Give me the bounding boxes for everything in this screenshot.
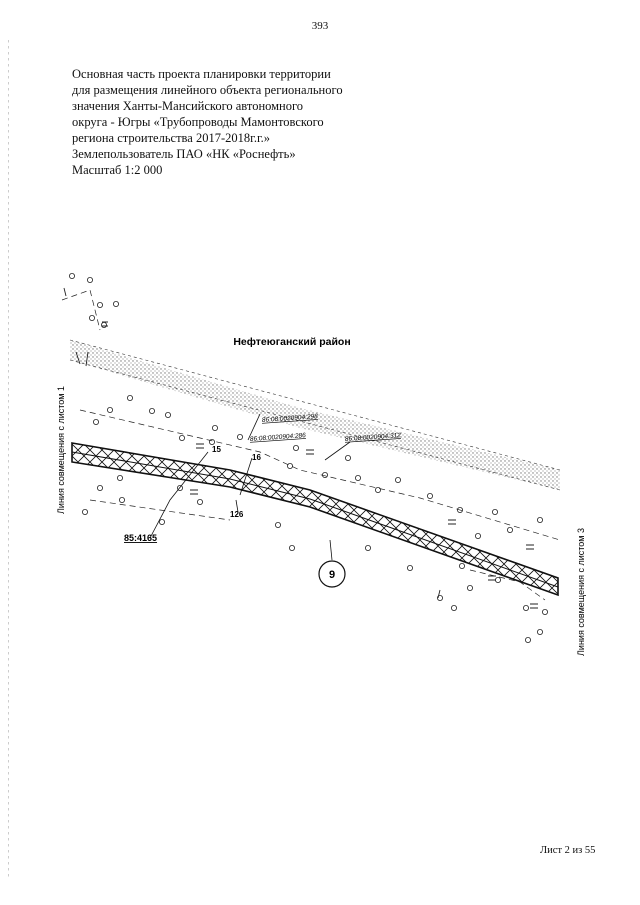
cadastral-label-1: 86:08:0020904:298 bbox=[261, 413, 319, 424]
label-16: 16 bbox=[252, 453, 261, 462]
title-line-5: региона строительства 2017-2018г.г.» bbox=[72, 131, 271, 145]
title-line-2: для размещения линейного объекта регионального bbox=[72, 83, 343, 97]
page-number: 393 bbox=[311, 20, 329, 32]
label-126: 126 bbox=[230, 510, 244, 519]
sheet-number: Лист 2 из 55 bbox=[540, 845, 596, 856]
title-line-1: Основная часть проекта планировки территории bbox=[72, 67, 331, 81]
callout-number: 9 bbox=[328, 569, 336, 581]
left-match-line: Линия совмещения с листом 1 bbox=[56, 386, 66, 514]
title-line-6: Землепользователь ПАО «НК «Роснефть» bbox=[72, 147, 296, 161]
cadastral-label-3: 86:08:0020904:312 bbox=[344, 432, 402, 443]
label-parcel: 85:4165 bbox=[124, 533, 158, 543]
label-15: 15 bbox=[212, 445, 221, 454]
cadastral-label-2: 86:08:0020904:286 bbox=[249, 432, 307, 443]
title-line-3: значения Ханты-Мансийского автономного bbox=[72, 99, 304, 113]
right-match-line: Линия совмещения с листом 3 bbox=[576, 528, 586, 656]
district-label: Нефтеюганский район bbox=[233, 336, 351, 348]
title-line-7: Масштаб 1:2 000 bbox=[72, 163, 163, 177]
title-line-4: округа - Югры «Трубопроводы Мамонтовского bbox=[72, 115, 324, 129]
